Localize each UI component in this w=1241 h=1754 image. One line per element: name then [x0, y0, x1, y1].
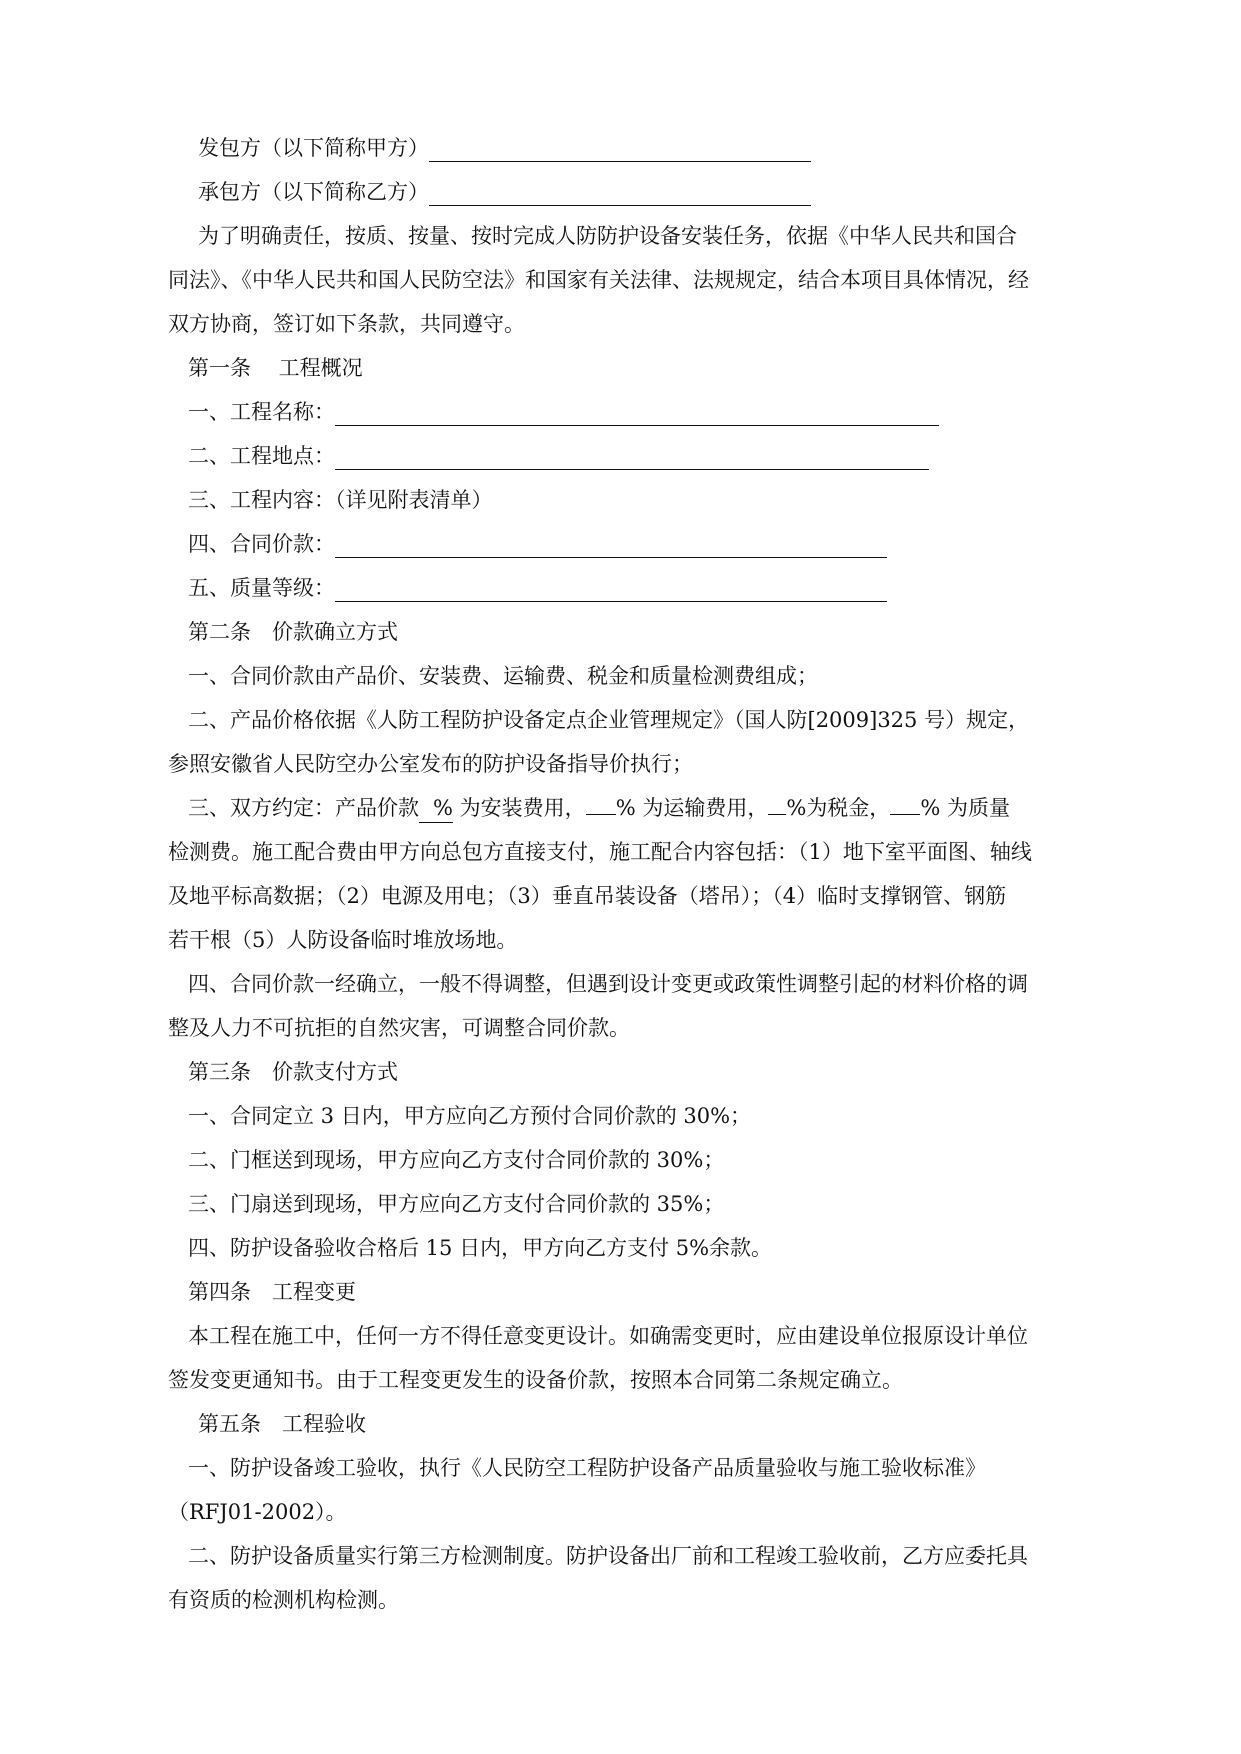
- article3-heading: 第三条 价款支付方式: [188, 1060, 398, 1084]
- tax-pct-blank: [890, 814, 920, 815]
- party-a-line: [198, 134, 811, 162]
- item3-text-e: 为质量: [940, 796, 1010, 820]
- article2-item4-line2: 整及人力不可抗拒的自然灾害，可调整合同价款。: [168, 1016, 630, 1040]
- project-location-label: 二、工程地点：: [188, 444, 335, 468]
- article2-item3-line3: 及地平标高数据；（2）电源及用电；（3）垂直吊装设备（塔吊）；（4）临时支撑钢管、钢筋: [168, 884, 1007, 908]
- article2-item2-line1: 二、产品价格依据《人防工程防护设备定点企业管理规定》（国人防[2009]325 号）规定，: [188, 708, 1030, 732]
- intro-line-2: 同法》、《中华人民共和国人民防空法》和国家有关法律、法规规定，结合本项目具体情况，经: [168, 268, 1029, 292]
- article5-item2-line2: 有资质的检测机构检测。: [168, 1588, 399, 1612]
- article2-item1: 一、合同价款由产品价、安装费、运输费、税金和质量检测费组成；: [188, 664, 818, 688]
- article1-item3: 三、工程内容：（详见附表清单）: [188, 488, 493, 512]
- install-pct-blank: [586, 814, 616, 815]
- contract-price-blank: [335, 535, 887, 558]
- party-b-line: [198, 178, 811, 206]
- project-name-label: 一、工程名称：: [188, 400, 335, 424]
- party-a-label: 发包方（以下简称甲方）: [198, 136, 429, 160]
- install-pct: %: [615, 796, 636, 820]
- party-b-label: 承包方（以下简称乙方）: [198, 180, 429, 204]
- party-b-blank: [429, 183, 811, 206]
- article2-item3-line2: 检测费。施工配合费由甲方向总包方直接支付，施工配合内容包括：（1）地下室平面图、轴线: [168, 840, 1032, 864]
- quality-grade-label: 五、质量等级：: [188, 576, 335, 600]
- article4-heading: 第四条 工程变更: [188, 1280, 356, 1304]
- article5-item2-line1: 二、防护设备质量实行第三方检测制度。防护设备出厂前和工程竣工验收前，乙方应委托具: [188, 1544, 1028, 1568]
- item3-text-d: 为税金，: [806, 796, 891, 820]
- article1-item1: [188, 398, 939, 426]
- intro-line-3: 双方协商，签订如下条款，共同遵守。: [168, 312, 525, 336]
- article2-heading: 第二条 价款确立方式: [188, 620, 398, 644]
- product-pct-blank: %: [419, 794, 453, 823]
- project-location-blank: [335, 447, 929, 470]
- article1-item5: [188, 574, 887, 602]
- transport-pct-blank: [768, 814, 786, 815]
- article5-item1-line2: （RFJ01-2002）。: [168, 1500, 347, 1524]
- article2-item2-line2: 参照安徽省人民防空办公室发布的防护设备指导价执行；: [168, 752, 693, 776]
- item3-text-c: 为运输费用，: [635, 796, 769, 820]
- article2-item4-line1: 四、合同价款一经确立，一般不得调整，但遇到设计变更或政策性调整引起的材料价格的调: [188, 972, 1028, 996]
- item3-text-b: 为安装费用，: [453, 796, 586, 820]
- intro-line-1: 为了明确责任，按质、按量、按时完成人防防护设备安装任务，依据《中华人民共和国合: [198, 224, 1017, 248]
- quality-grade-blank: [335, 579, 887, 602]
- tax-pct: %: [920, 796, 941, 820]
- article2-item3-line1: [188, 794, 1010, 823]
- article1-item2: [188, 442, 929, 470]
- article1-item4: [188, 530, 887, 558]
- article3-item2: 二、门框送到现场，甲方应向乙方支付合同价款的 30%；: [188, 1148, 725, 1172]
- article3-item1: 一、合同定立 3 日内，甲方应向乙方预付合同价款的 30%；: [188, 1104, 752, 1128]
- article1-heading: 第一条 工程概况: [188, 356, 363, 380]
- item3-text-a: 三、双方约定：产品价款: [188, 796, 419, 820]
- article4-line2: 签发变更通知书。由于工程变更发生的设备价款，按照本合同第二条规定确立。: [168, 1368, 903, 1392]
- article5-heading: 第五条 工程验收: [198, 1412, 366, 1436]
- article2-item3-line4: 若干根（5）人防设备临时堆放场地。: [168, 928, 518, 952]
- article4-line1: 本工程在施工中，任何一方不得任意变更设计。如确需变更时，应由建设单位报原设计单位: [188, 1324, 1028, 1348]
- article3-item4: 四、防护设备验收合格后 15 日内，甲方向乙方支付 5%余款。: [188, 1236, 773, 1260]
- contract-price-label: 四、合同价款：: [188, 532, 335, 556]
- party-a-blank: [429, 139, 811, 162]
- article3-item3: 三、门扇送到现场，甲方应向乙方支付合同价款的 35%；: [188, 1192, 725, 1216]
- transport-pct: %: [786, 796, 807, 820]
- project-name-blank: [335, 403, 939, 426]
- article5-item1-line1: 一、防护设备竣工验收，执行《人民防空工程防护设备产品质量验收与施工验收标准》: [188, 1456, 986, 1480]
